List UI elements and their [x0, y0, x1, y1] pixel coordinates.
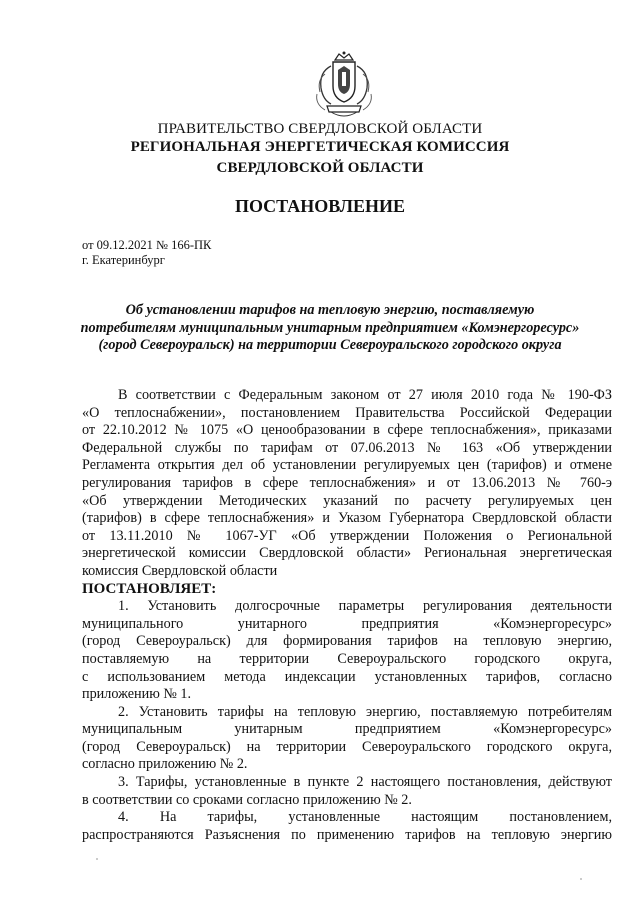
body-line: «Об утверждении Методических указаний по расчету регулируемых цен — [82, 492, 612, 509]
document-title — [60, 302, 600, 355]
body-line: комиссия Свердловской области — [82, 562, 278, 579]
body-line: поставляемую на территории Североуральского городского округа, — [82, 650, 612, 667]
body-line: муниципальным унитарным предприятием «Комэнергоресурс» — [82, 721, 612, 738]
coat-of-arms-emblem — [311, 50, 377, 120]
body-line: распространяются Разъяснения по применению тарифов на тепловую энергию — [82, 826, 612, 843]
body-line: муниципального унитарного предприятия «Комэнергоресурс» — [82, 615, 612, 632]
body-line: с использованием метода индексации установленных тарифов, согласно — [82, 668, 612, 685]
commission-name: РЕГИОНАЛЬНАЯ ЭНЕРГЕТИЧЕСКАЯ КОМИССИЯ — [130, 139, 510, 155]
body-line: от 13.11.2010 № 1067-УГ «Об утверждении Положения о Региональной — [82, 527, 612, 544]
body-line: регулирования тарифов в сфере теплоснабжения» и от 13.06.2013 № 760-э — [82, 474, 612, 491]
body-line: 2. Установить тарифы на тепловую энергию, поставляемую потребителям — [118, 703, 612, 720]
body-line: (город Североуральск) для формирования тарифов на тепловую энергию, — [82, 633, 612, 650]
body-line: 4. На тарифы, установленные настоящим постановлением, — [118, 809, 612, 826]
body-line: Федеральной службы по тарифам от 07.06.2013 № 163 «Об утверждении — [82, 439, 612, 456]
body-line: в соответствии со сроками согласно приложению № 2. — [82, 791, 412, 808]
body-line: согласно приложению № 2. — [82, 756, 248, 773]
document-city: г. Екатеринбург — [82, 253, 165, 267]
body-line: энергетической комиссии Свердловской области» Региональная энергетическая — [82, 545, 612, 562]
title-line: Об установлении тарифов на тепловую энергию, поставляемую — [125, 302, 535, 318]
body-line: «О теплоснабжении», постановлением Правительства Российской Федерации — [82, 404, 612, 421]
title-line: (город Североуральск) на территории Североуральского городского округа — [98, 337, 562, 354]
body-line: (тарифов) в сфере теплоснабжения» и Указом Губернатора Свердловской области — [82, 510, 612, 527]
document-body — [82, 387, 612, 844]
body-line: приложению № 1. — [82, 686, 192, 703]
body-line: 3. Тарифы, установленные в пункте 2 настоящего постановления, действуют — [118, 774, 612, 791]
document-date-number: от 09.12.2021 № 166-ПК — [82, 238, 212, 252]
document-type-heading: ПОСТАНОВЛЕНИЕ — [234, 196, 406, 216]
government-name: ПРАВИТЕЛЬСТВО СВЕРДЛОВСКОЙ ОБЛАСТИ — [157, 121, 483, 137]
body-line: от 22.10.2012 № 1075 «О ценообразовании в сфере теплоснабжения», приказами — [82, 422, 612, 439]
body-line: (город Североуральск) на территории Североуральского городского округа, — [82, 738, 612, 755]
scan-speck — [580, 878, 582, 880]
body-line: В соответствии с Федеральным законом от 27 июля 2010 года № 190-ФЗ — [118, 387, 612, 403]
body-line: Регламента открытия дел об установлении регулируемых цен (тарифов) и отмене — [82, 457, 612, 474]
body-line: 1. Установить долгосрочные параметры регулирования деятельности — [118, 598, 612, 615]
scan-speck — [96, 858, 98, 860]
decree-heading: ПОСТАНОВЛЯЕТ: — [82, 580, 217, 597]
region-name: СВЕРДЛОВСКОЙ ОБЛАСТИ — [216, 160, 424, 176]
title-line: потребителям муниципальным унитарным предприятием «Комэнергоресурс» — [80, 319, 580, 336]
